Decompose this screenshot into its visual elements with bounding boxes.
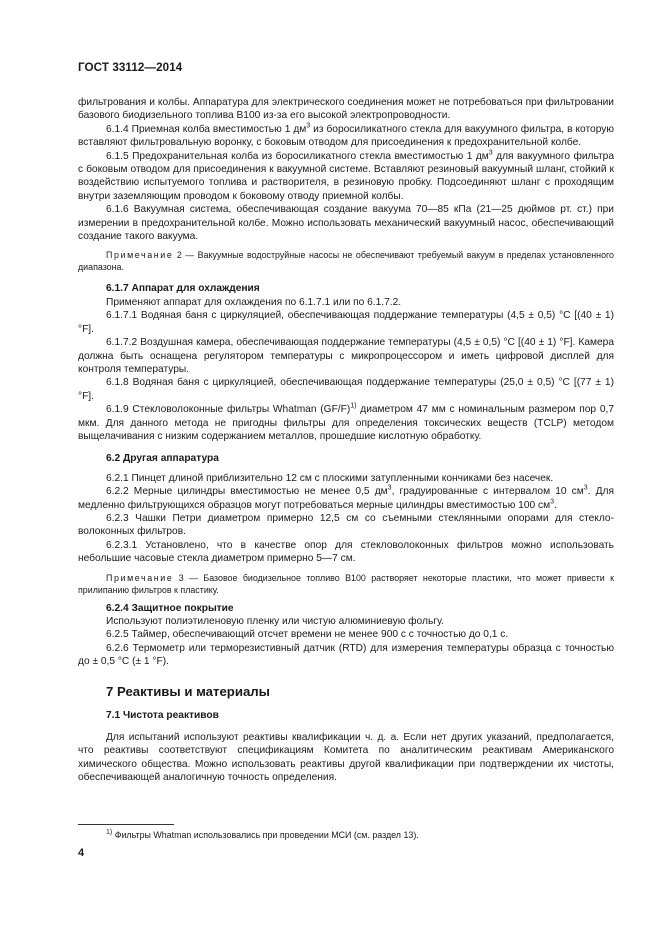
text: . <box>554 499 557 511</box>
text: для вакуумного фильтра с боковым отводом для присоединения к вакуумной системе. Вставляют резиновый вакуумный шланг, стойкий к воздействию испытуемого топлива и растворителя, в резиновую пробку. Подсоединяют шланг с проходящим внутри заземляющим проводом к боковому отводу приемной колбы. <box>78 150 615 202</box>
text: . Для медленно фильтрующихся образцов могут потребоваться мерные цилиндры вместимостью 100 см <box>78 486 614 511</box>
footnote-ref: 1) <box>350 402 357 410</box>
paragraph-6-1-8: 6.1.8 Водяная баня с циркуляцией, обеспечивающая поддержание температуры (25,0 ± 0,5) °С [(77 ± 1) °F]. <box>78 377 614 402</box>
note-label: Примечание <box>106 572 174 583</box>
paragraph-6-1-7-2: 6.1.7.2 Воздушная камера, обеспечивающая поддержание температуры (4,5 ± 0,5) °С [(40 ± 1) °F]. Камера должна быть оснащена регулятором температуры с микропроцессором и иметь цифровой дисплей для контроля температуры. <box>78 337 614 375</box>
heading-section-7: 7 Реактивы и материалы <box>106 683 270 699</box>
footnote <box>78 829 614 841</box>
superscript: 3 <box>306 122 311 130</box>
paragraph-6-2-3-1: 6.2.3.1 Установлено, что в качестве опор для стекловолоконных фильтров можно использовать небольшие часовые стекла диаметром примерно 5—7 см. <box>78 539 614 565</box>
heading-6-2-4: 6.2.4 Защитное покрытие <box>106 602 234 614</box>
heading-6-1-7: 6.1.7 Аппарат для охлаждения <box>106 283 260 295</box>
paragraph-6-1-7: Применяют аппарат для охлаждения по 6.1.7.1 или по 6.1.7.2. <box>106 296 402 308</box>
paragraph-6-1-9 <box>78 403 614 443</box>
note-2 <box>78 249 614 273</box>
text: диаметром 47 мм с номинальным размером пор 0,7 мкм. Для данного метода не пригодны фильтры для определения токсических веществ (TCLP) методом выщелачивания с низким содержанием металлов, прошедшие кислотную обработку. <box>78 404 614 442</box>
standard-header: ГОСТ 33112—2014 <box>78 61 183 74</box>
paragraph-6-2-5: 6.2.5 Таймер, обеспечивающий отсчет времени не менее 900 с с точностью до 0,1 с. <box>106 629 509 641</box>
footnote-text: Фильтры Whatman использовались при проведении МСИ (см. раздел 13). <box>112 830 419 840</box>
note-text: 3 — Базовое биодизельное топливо В100 растворяет некоторые пластики, что может привести к прилипанию фильтров к пластику. <box>78 572 614 595</box>
paragraph-6-2-6: 6.2.6 Термометр или терморезистивный датчик (RTD) для измерения температуры образца с точностью до ± 0,5 °С (± 1 °F). <box>78 642 614 668</box>
paragraph-continuation: фильтрования и колбы. Аппаратура для электрического соединения может не потребоваться при фильтровании базового биодизельного топлива В100 из-за его высокой электропроводности. <box>78 97 614 122</box>
page-number: 4 <box>78 847 85 859</box>
heading-6-2: 6.2 Другая аппаратура <box>106 453 219 465</box>
paragraph-6-1-4 <box>78 123 614 150</box>
superscript: 3 <box>550 498 554 506</box>
paragraph-6-1-7-1: 6.1.7.1 Водяная баня с циркуляцией, обеспечивающая поддержание температуры (4,5 ± 0,5) °С [(40 ± 1) °F]. <box>78 310 614 335</box>
paragraph-6-1-6: 6.1.6 Вакуумная система, обеспечивающая создание вакуума 70—85 кПа (21—25 дюймов рт. ст.) при измерении в предохранительной колбе. Можно использовать механический вакуумный насос, обеспечивающий создание такого вакуума. <box>78 204 614 243</box>
footnote-mark: 1) <box>106 829 113 837</box>
heading-7-1: 7.1 Чистота реактивов <box>106 709 219 721</box>
text: 6.1.5 Предохранительная колба из боросиликатного стекла вместимостью 1 дм <box>106 150 489 162</box>
paragraph-6-2-3: 6.2.3 Чашки Петри диаметром примерно 12,5 см со съемными стеклянными опорами для стекловолоконных фильтров. <box>78 512 614 538</box>
paragraph-6-1-5 <box>78 150 614 204</box>
paragraph-6-2-2 <box>78 485 614 512</box>
note-3 <box>78 572 614 596</box>
text: из боросиликатного стекла для вакуумного фильтра, в которую вставляют фильтровальную воронку, с боковым отводом для присоединения к предохранительной колбе. <box>78 123 614 149</box>
text: 6.1.9 Стекловолоконные фильтры Whatman (GF/F) <box>106 404 351 416</box>
page-content <box>78 96 614 785</box>
superscript: 3 <box>488 149 493 157</box>
footnote-divider <box>78 824 174 825</box>
paragraph-7-1: Для испытаний используют реактивы квалификации ч. д. а. Если нет других указаний, предполагается, что реактивы соответствуют спецификациям Комитета по аналитическим реактивам Американского химического общества. Можно использовать реактивы другой квалификации при подтверждении их чистоты, обеспечивающей аналогичную точность определения. <box>78 732 614 784</box>
paragraph-6-2-4: Используют полиэтиленовую пленку или чистую алюминиевую фольгу. <box>106 616 444 627</box>
text: 6.1.4 Приемная колба вместимостью 1 дм <box>106 123 307 135</box>
text: , градуированные с интервалом 10 см <box>391 486 584 498</box>
note-label: Примечание <box>106 250 174 261</box>
paragraph-6-2-1: 6.2.1 Пинцет длиной приблизительно 12 см с плоскими затупленными кончиками без насечек. <box>106 472 554 484</box>
superscript: 3 <box>583 484 588 492</box>
superscript: 3 <box>387 484 392 492</box>
text: 6.2.2 Мерные цилиндры вместимостью не менее 0,5 дм <box>106 486 388 498</box>
note-text: 2 — Вакуумные водоструйные насосы не обеспечивают требуемый вакуум в пределах установленного диапазона. <box>78 250 614 273</box>
